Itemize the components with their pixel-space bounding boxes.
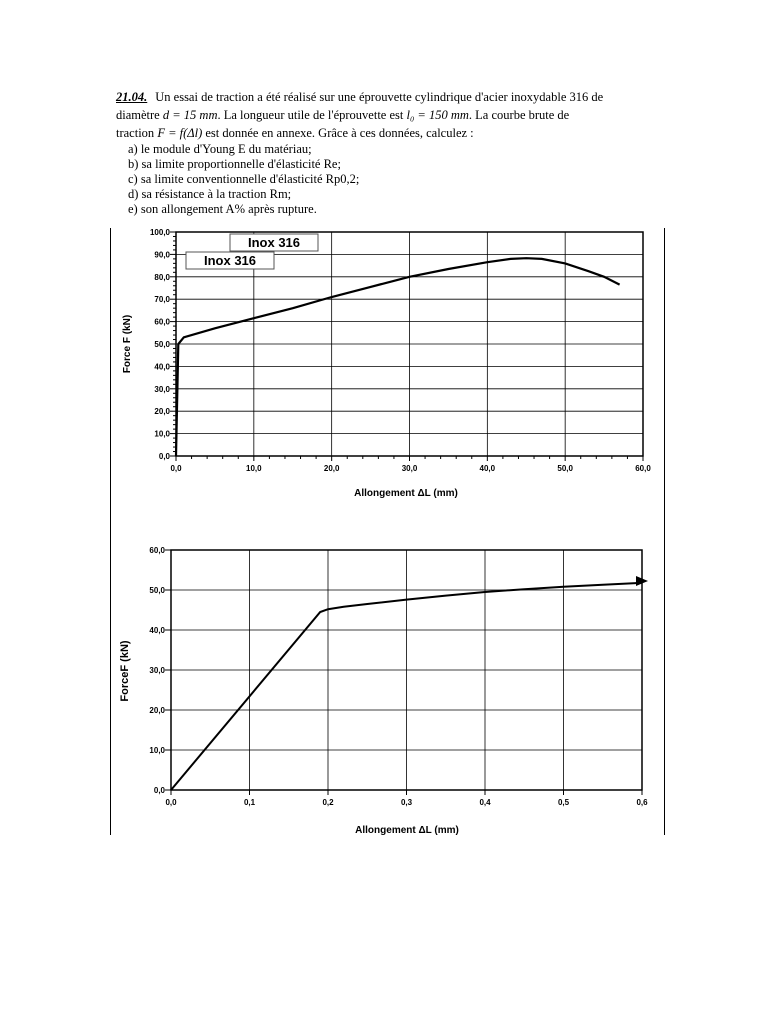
problem-line-2: diamètre d = 15 mm. La longueur utile de l'éprouvette est l₀ = 150 mm. La courbe brute de (116, 108, 570, 122)
function-equation: F = f(Δl) (157, 126, 203, 140)
x-tick-label: 50,0 (557, 464, 573, 473)
y-axis-label: Force F (kN) (122, 314, 133, 374)
y-tick-label: 80,0 (154, 272, 170, 282)
y-tick-label: 50,0 (149, 586, 165, 595)
force-elongation-zoom-chart (110, 540, 670, 840)
y-tick-label: 60,0 (154, 317, 170, 327)
length-equation: l₀ = 150 mm (406, 108, 469, 122)
y-tick-label: 30,0 (149, 666, 165, 675)
x-tick-label: 20,0 (323, 464, 340, 473)
y-tick-label: 0,0 (158, 452, 170, 461)
question-a: a) le module d'Young E du matériau; (128, 142, 312, 156)
x-tick-label: 0,5 (557, 798, 570, 807)
x-axis-label: Allongement ΔL (mm) (355, 825, 459, 836)
x-tick-label: 0,4 (479, 798, 491, 807)
diameter-equation: d = 15 mm (162, 108, 218, 122)
question-c: c) sa limite conventionnelle d'élasticité Rp0,2; (128, 172, 360, 186)
question-e: e) son allongement A% après rupture. (128, 202, 317, 216)
legend-label-2: Inox 316 (203, 253, 257, 268)
question-b: b) sa limite proportionnelle d'élasticité Re; (128, 157, 341, 171)
x-tick-label: 40,0 (479, 464, 496, 473)
problem-line-1: 21.04. Un essai de traction a été réalisé sur une éprouvette cylindrique d'acier inoxydable 316 de (116, 90, 604, 104)
x-tick-label: 60,0 (635, 464, 651, 473)
x-tick-label: 0,3 (400, 798, 413, 807)
y-tick-label: 20,0 (149, 706, 165, 715)
y-tick-label: 0,0 (153, 786, 165, 795)
legend-label-1: Inox 316 (247, 235, 301, 250)
y-tick-label: 70,0 (154, 295, 170, 305)
x-tick-label: 0,6 (636, 798, 648, 807)
x-tick-label: 10,0 (246, 464, 262, 473)
x-tick-label: 0,0 (165, 798, 177, 807)
y-tick-label: 10,0 (154, 429, 170, 439)
y-tick-label: 20,0 (154, 407, 170, 417)
y-tick-label: 30,0 (154, 384, 170, 394)
y-tick-label: 100,0 (149, 228, 170, 237)
x-tick-label: 0,1 (243, 798, 256, 807)
y-tick-label: 50,0 (154, 340, 170, 349)
problem-line-3: traction F = f(Δl) est donnée en annexe. Grâce à ces données, calculez : (116, 126, 474, 140)
question-list (116, 142, 670, 217)
y-tick-label: 40,0 (154, 362, 170, 372)
x-tick-label: 30,0 (401, 464, 418, 473)
x-axis-label: Allongement ΔL (mm) (354, 488, 458, 499)
y-tick-label: 90,0 (154, 250, 170, 260)
x-tick-label: 0,0 (170, 464, 182, 473)
x-tick-label: 0,2 (322, 798, 334, 807)
data-series-line (176, 258, 620, 456)
problem-number: 21.04. (116, 90, 148, 104)
force-elongation-chart (110, 226, 670, 506)
problem-statement (116, 88, 670, 217)
y-tick-label: 40,0 (149, 626, 165, 635)
y-axis-label: ForceF (kN) (119, 640, 131, 702)
question-d: d) sa résistance à la traction Rm; (128, 187, 292, 201)
y-tick-label: 10,0 (149, 746, 165, 755)
y-tick-label: 60,0 (149, 546, 165, 555)
